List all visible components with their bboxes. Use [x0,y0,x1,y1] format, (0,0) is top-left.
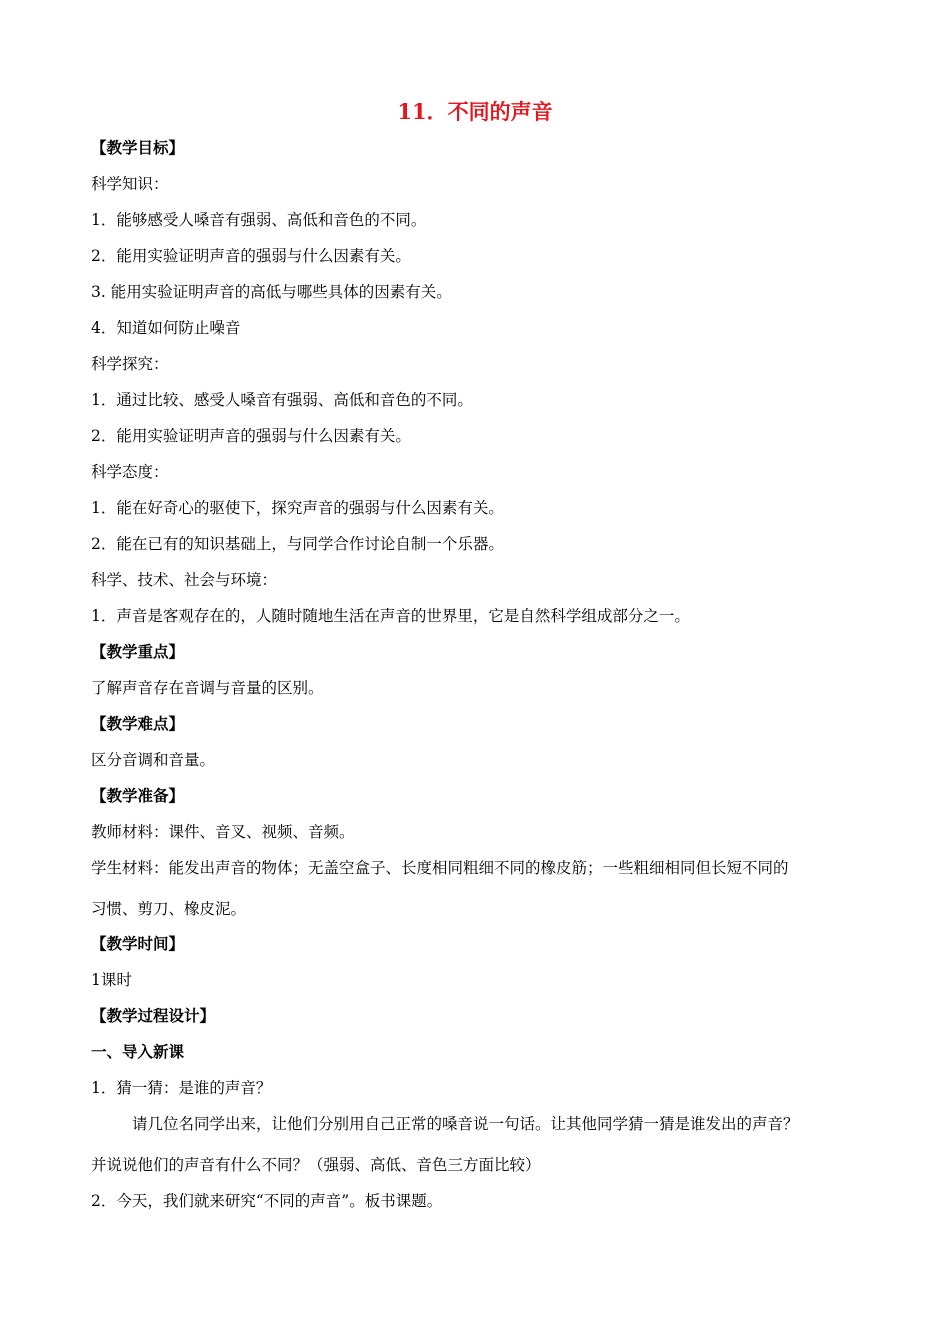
paragraph: 1课时 [91,971,132,989]
section-heading-time: 【教学时间】 [91,934,185,953]
section-heading-preparation: 【教学准备】 [91,786,185,805]
list-item: 2．能在已有的知识基础上，与同学合作讨论自制一个乐器。 [91,535,504,553]
subheading-science-attitude: 科学态度： [91,463,169,481]
list-item: 1．能在好奇心的驱使下，探究声音的强弱与什么因素有关。 [91,499,504,517]
section-heading-objectives: 【教学目标】 [91,138,185,157]
subheading-stse: 科学、技术、社会与环境： [91,571,278,589]
paragraph: 教师材料：课件、音叉、视频、音频。 [91,823,355,841]
paragraph: 了解声音存在音调与音量的区别。 [91,679,324,697]
list-item: 2．能用实验证明声音的强弱与什么因素有关。 [91,247,411,265]
list-item: 1．猜一猜：是谁的声音？ [91,1079,272,1097]
list-item: 1．通过比较、感受人嗓音有强弱、高低和音色的不同。 [91,391,473,409]
subheading-intro: 一、导入新课 [91,1042,185,1061]
list-item: 2．能用实验证明声音的强弱与什么因素有关。 [91,427,411,445]
paragraph: 区分音调和音量。 [91,751,216,769]
subheading-science-inquiry: 科学探究： [91,355,169,373]
paragraph-indented: 请几位名同学出来，让他们分别用自己正常的嗓音说一句话。让其他同学猜一猜是谁发出的声音？ [132,1115,799,1133]
paragraph-continuation: 并说说他们的声音有什么不同？（强弱、高低、音色三方面比较） [91,1156,541,1174]
paragraph-continuation: 习惯、剪刀、橡皮泥。 [91,900,247,918]
paragraph: 学生材料：能发出声音的物体；无盖空盒子、长度相同粗细不同的橡皮筋；一些粗细相同但长短不同的 [91,859,789,877]
list-item: 2．今天，我们就来研究“不同的声音”。板书课题。 [91,1192,443,1210]
document-title: 11．不同的声音 [397,99,553,124]
list-item: 3. 能用实验证明声音的高低与哪些具体的因素有关。 [91,283,452,301]
section-heading-difficulties: 【教学难点】 [91,714,185,733]
section-heading-key-points: 【教学重点】 [91,642,185,661]
subheading-science-knowledge: 科学知识： [91,175,169,193]
section-heading-process: 【教学过程设计】 [91,1006,216,1025]
list-item: 1．声音是客观存在的，人随时随地生活在声音的世界里，它是自然科学组成部分之一。 [91,607,690,625]
list-item: 4．知道如何防止噪音 [91,319,241,337]
list-item: 1．能够感受人嗓音有强弱、高低和音色的不同。 [91,211,427,229]
